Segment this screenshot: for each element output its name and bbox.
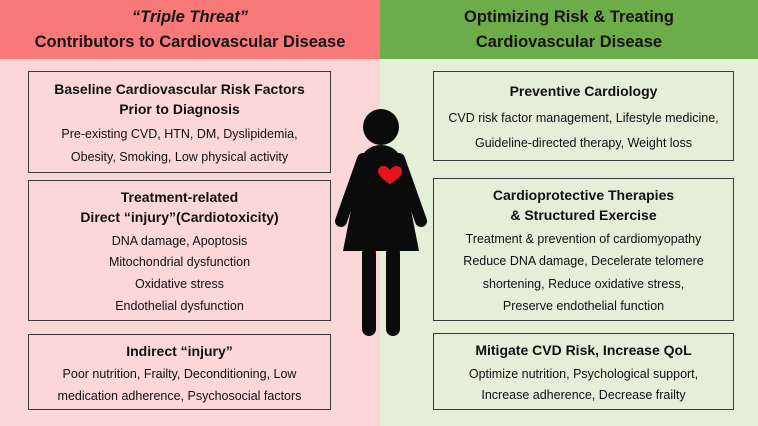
box-title-line: & Structured Exercise	[510, 207, 657, 224]
box-title	[475, 340, 691, 360]
box-baseline-risk-factors	[28, 71, 331, 173]
box-body-line: medication adherence, Psychosocial factors	[57, 388, 302, 403]
box-body-line: Increase adherence, Decrease frailty	[481, 388, 686, 403]
box-title	[510, 81, 658, 101]
box-body-line: Optimize nutrition, Psychological support,	[468, 366, 699, 381]
left-header-line2: Contributors to Cardiovascular Disease	[34, 32, 346, 51]
box-title-line: Treatment-related	[120, 188, 239, 205]
box-indirect-injury	[28, 334, 331, 410]
box-title	[80, 187, 278, 227]
box-body-line: DNA damage, Apoptosis	[111, 233, 248, 248]
box-title-line: Preventive Cardiology	[509, 83, 658, 99]
box-body-line: Obesity, Smoking, Low physical activity	[70, 150, 289, 164]
right-header	[380, 0, 758, 59]
box-body-line: Poor nutrition, Frailty, Deconditioning, Low	[62, 367, 297, 381]
box-preventive-cardiology	[433, 71, 734, 161]
box-title-line: Baseline Cardiovascular Risk Factors	[54, 81, 305, 97]
box-mitigate-cvd-risk	[433, 333, 734, 410]
box-body-line: shortening, Reduce oxidative stress,	[482, 276, 685, 291]
box-title-line: Mitigate CVD Risk, Increase QoL	[475, 341, 692, 358]
right-header-line2: Cardiovascular Disease	[475, 32, 663, 51]
box-body-line: Reduce DNA damage, Decelerate telomere	[463, 254, 704, 269]
box-body-line: Guideline-directed therapy, Weight loss	[474, 136, 692, 150]
box-cardioprotective-therapies	[433, 178, 734, 321]
box-title-line: Prior to Diagnosis	[119, 101, 240, 117]
box-treatment-related-injury	[28, 180, 331, 321]
box-body-line: CVD risk factor management, Lifestyle medicine,	[448, 111, 719, 125]
box-title	[126, 341, 233, 361]
right-header-line1: Optimizing Risk & Treating	[464, 7, 674, 26]
box-title-line: Cardioprotective Therapies	[492, 187, 675, 204]
box-body-line: Mitochondrial dysfunction	[108, 255, 251, 270]
box-body-line: Oxidative stress	[135, 277, 224, 292]
box-body-line: Pre-existing CVD, HTN, DM, Dyslipidemia,	[61, 127, 298, 141]
figure-head	[363, 109, 399, 145]
box-title	[54, 79, 305, 119]
left-header-line1: “Triple Threat”	[131, 7, 249, 26]
box-body-line: Treatment & prevention of cardiomyopathy	[465, 232, 702, 247]
woman-silhouette-icon	[330, 103, 435, 348]
box-body-line: Preserve endothelial function	[502, 298, 665, 313]
left-header	[0, 0, 380, 59]
box-title-line: Direct “injury”(Cardiotoxicity)	[80, 208, 279, 225]
box-body-line: Endothelial dysfunction	[115, 299, 244, 314]
box-title-line: Indirect “injury”	[126, 342, 233, 359]
box-title	[493, 185, 674, 225]
